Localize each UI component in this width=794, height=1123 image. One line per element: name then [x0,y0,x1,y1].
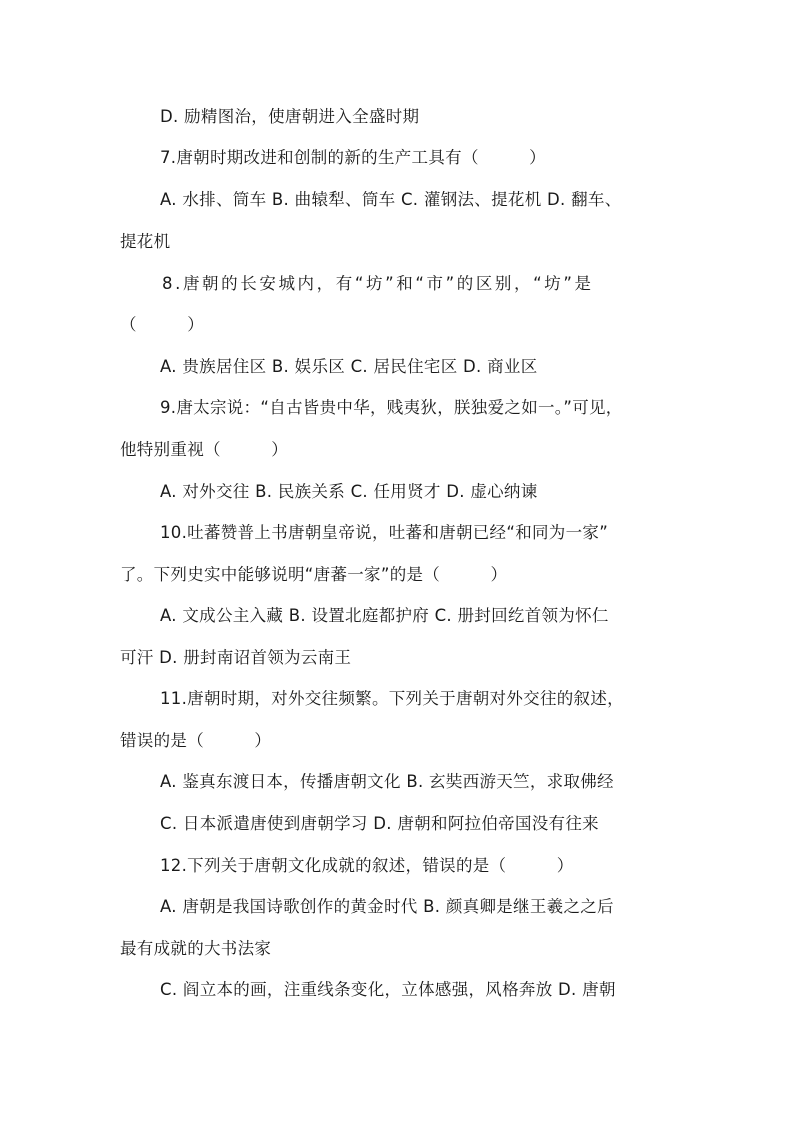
question-11-options-cd: C. 日本派遣唐使到唐朝学习 D. 唐朝和阿拉伯帝国没有往来 [160,814,599,833]
question-10-options: A. 文成公主入藏 B. 设置北庭都护府 C. 册封回纥首领为怀仁 [160,606,609,625]
question-9-stem-cont: 他特别重视（ ） [120,440,288,459]
question-8-stem-cont: （ ） [120,315,204,334]
question-9-stem: 9.唐太宗说：“自古皆贵中华，贱夷狄，朕独爱之如一。”可见， [160,398,623,417]
question-12-options-ab: A. 唐朝是我国诗歌创作的黄金时代 B. 颜真卿是继王羲之之后 [160,897,614,916]
question-12-stem: 12.下列关于唐朝文化成就的叙述，错误的是（ ） [160,856,574,875]
question-7-options: A. 水排、筒车 B. 曲辕犁、筒车 C. 灌钢法、提花机 D. 翻车、 [160,190,622,209]
question-11-options-ab: A. 鉴真东渡日本，传播唐朝文化 B. 玄奘西游天竺，求取佛经 [160,772,614,791]
question-10-options-cont: 可汗 D. 册封南诏首领为云南王 [120,648,352,667]
text-line-1: D. 励精图治，使唐朝进入全盛时期 [160,107,420,126]
question-9-options: A. 对外交往 B. 民族关系 C. 任用贤才 D. 虚心纳谏 [160,482,538,501]
question-8-options: A. 贵族居住区 B. 娱乐区 C. 居民住宅区 D. 商业区 [160,357,538,376]
question-11-stem-cont: 错误的是（ ） [120,731,272,750]
question-10-stem-cont: 了。下列史实中能够说明“唐蕃一家”的是（ ） [120,565,508,584]
question-11-stem: 11.唐朝时期，对外交往频繁。下列关于唐朝对外交往的叙述， [160,689,624,708]
question-10-stem: 10.吐蕃赞普上书唐朝皇帝说，吐蕃和唐朝已经“和同为一家” [160,523,609,542]
question-7-stem: 7.唐朝时期改进和创制的新的生产工具有（ ） [160,148,546,167]
question-8-stem: 8.唐朝的长安城内，有“坊”和“市”的区别，“坊”是 [162,274,594,293]
question-12-options-cd: C. 阎立本的画，注重线条变化，立体感强，风格奔放 D. 唐朝 [160,980,616,999]
question-7-options-cont: 提花机 [120,232,171,251]
question-12-options-ab-cont: 最有成就的大书法家 [120,939,272,958]
